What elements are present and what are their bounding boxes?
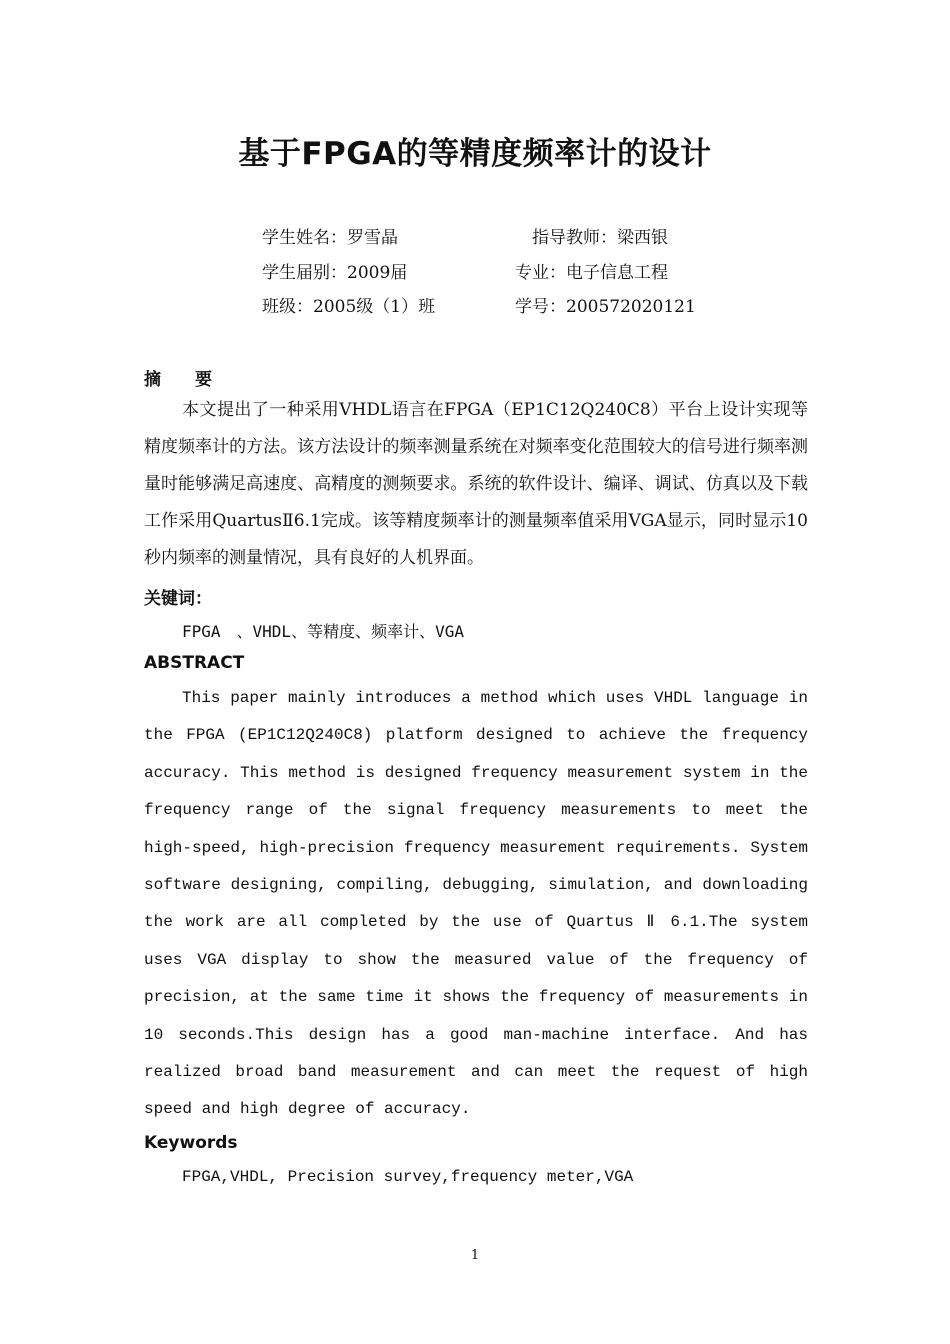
graduation-year: 学生届别：2009届 <box>262 263 408 283</box>
keywords-en-heading: Keywords <box>144 1133 238 1153</box>
abstract-en-heading: ABSTRACT <box>144 653 245 673</box>
page-number: 1 <box>470 1248 480 1263</box>
paper-title: 基于FPGA的等精度频率计的设计 <box>238 136 712 172</box>
abstract-cn-body: 本文提出了一种采用VHDL语言在FPGA（EP1C12Q240C8）平台上设计实现等精度频率计的方法。该方法设计的频率测量系统在对频率变化范围较大的信号进行频率测量时能够满足高速度、高精度的测频要求。系统的软件设计、编译、调试、仿真以及下载工作采用QuartusⅡ6.1完成。该等精度频率计的测量频率值采用VGA显示，同时显示10秒内频率的测量情况，具有良好的人机界面。 <box>144 400 808 568</box>
keywords-en-body: FPGA,VHDL, Precision survey,frequency meter,VGA <box>182 1168 634 1186</box>
advisor: 指导教师：梁西银 <box>532 228 668 248</box>
keywords-cn-heading: 关键词： <box>144 589 212 609</box>
major: 专业：电子信息工程 <box>515 263 668 283</box>
student-name: 学生姓名：罗雪晶 <box>262 228 398 248</box>
abstract-en-body: This paper mainly introduces a method which uses VHDL language in the FPGA (EP1C12Q240C8) platform designed to achieve the frequency accuracy. This method is designed frequency measurement system in the frequency range of the signal frequency measurements to meet the high-speed, high-precision frequency measurement requirements. System software designing, compiling, debugging, simulation, and downloading the work are all completed by the use of Quartus Ⅱ 6.1.The system uses VGA display to show the measured value of the frequency of precision, at the same time it shows the frequency of measurements in 10 seconds.This design has a good man-machine interface. And has realized broad band measurement and can meet the request of high speed and high degree of accuracy. <box>144 689 808 1119</box>
keywords-cn-body: FPGA 、VHDL、等精度、频率计、VGA <box>182 622 464 641</box>
student-id: 学号：200572020121 <box>515 297 696 317</box>
abstract-cn-heading: 摘 要 <box>144 370 212 390</box>
class: 班级：2005级（1）班 <box>262 297 436 317</box>
